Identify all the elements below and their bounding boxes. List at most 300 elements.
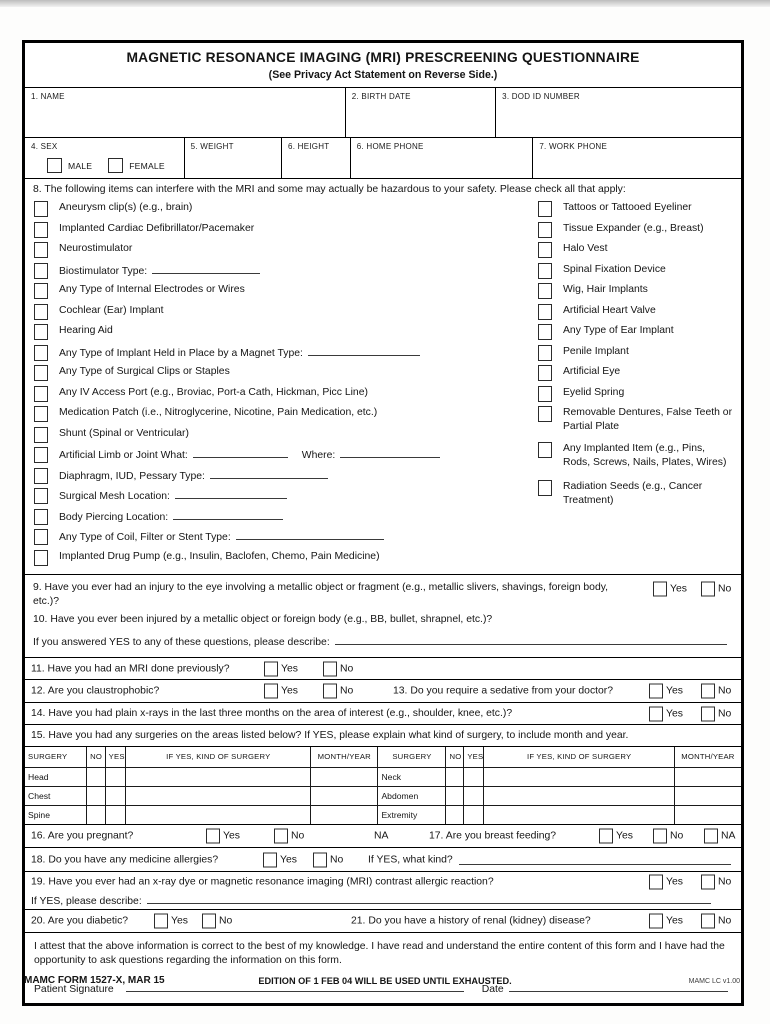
checklist-item-body — [59, 529, 535, 545]
checklist-item-label: Body Piercing Location: — [59, 511, 169, 523]
checklist-item — [34, 509, 535, 525]
checklist-item-sublabel: Where: — [301, 450, 336, 461]
q18-kind-label: If YES, what kind? — [368, 854, 453, 865]
q21-yes-label: Yes — [666, 915, 683, 927]
checklist-item-label: Artificial Limb or Joint What: — [59, 450, 188, 461]
scan-artifact — [0, 0, 770, 7]
checklist-item-label: Any Type of Implant Held in Place by a Magnet Type: — [59, 347, 303, 359]
q13-no-checkbox[interactable] — [701, 684, 715, 699]
female-label: FEMALE — [129, 160, 165, 171]
q19-no-checkbox[interactable] — [701, 874, 715, 889]
question-20-21-row — [25, 910, 741, 933]
surgery-table-header: YES — [105, 747, 126, 767]
surgery-area-label: Neck — [378, 767, 446, 786]
checklist-item — [538, 480, 735, 508]
surgery-table-header: YES — [464, 747, 484, 767]
checklist-item-label: Radiation Seeds (e.g., Cancer Treatment) — [563, 481, 703, 506]
q12-no-checkbox[interactable] — [323, 684, 337, 699]
fill-in-line[interactable] — [152, 263, 260, 274]
q19-yes-checkbox[interactable] — [649, 874, 663, 889]
q12-yes-label: Yes — [281, 685, 298, 697]
question-19: 19. Have you ever had an x-ray dye or magnetic resonance imaging (MRI) contrast allergic reaction? — [31, 876, 494, 887]
home-phone-label: 6. HOME PHONE — [356, 142, 424, 151]
height-field[interactable] — [282, 138, 351, 178]
fill-in-line[interactable] — [175, 488, 287, 499]
q16-yes-option — [206, 829, 240, 844]
checkbox[interactable] — [538, 345, 552, 361]
q21-no-option — [701, 914, 731, 929]
checkbox[interactable] — [34, 222, 48, 238]
checklist-item — [34, 406, 535, 422]
checklist-item-body — [59, 488, 535, 504]
form-title: MAGNETIC RESONANCE IMAGING (MRI) PRESCREENING QUESTIONNAIRE — [126, 50, 640, 65]
question-19-row — [25, 872, 741, 910]
checklist-item-body — [563, 386, 735, 400]
surgery-table — [25, 747, 741, 824]
male-label: MALE — [68, 160, 93, 171]
checkbox[interactable] — [538, 386, 552, 402]
birth-date-label: 2. BIRTH DATE — [351, 92, 411, 101]
sex-options — [47, 158, 178, 173]
question-15: 15. Have you had any surgeries on the areas listed below? If YES, please explain what kind of surgery, to include month and year. — [31, 730, 629, 741]
question-16: 16. Are you pregnant? — [31, 830, 134, 842]
form-subtitle: (See Privacy Act Statement on Reverse Side.) — [268, 69, 498, 81]
surgery-table-row — [25, 805, 741, 824]
q14-no-option — [701, 706, 731, 721]
checklist-item-label: Hearing Aid — [59, 325, 113, 336]
checklist-item-body — [59, 263, 535, 279]
question-14-row — [25, 703, 741, 725]
surgery-table-header: NO — [446, 747, 464, 767]
question-13: 13. Do you require a sedative from your doctor? — [393, 685, 614, 697]
form-header — [25, 43, 741, 88]
checkbox[interactable] — [34, 509, 48, 525]
surgery-month-cell[interactable] — [674, 767, 741, 786]
question-9-10-block — [25, 575, 741, 658]
attestation-text: I attest that the above information is correct to the best of my knowledge. I have read and understand the entire content of this form and I have had the opportunity to ask questions regarding the information on this form. — [34, 941, 725, 966]
surgery-kind-cell[interactable] — [126, 786, 311, 805]
male-option — [47, 158, 92, 173]
checklist-item-label: Implanted Drug Pump (e.g., Insulin, Baclofen, Chemo, Pain Medicine) — [59, 550, 380, 562]
q18-yes-checkbox[interactable] — [263, 852, 277, 867]
surgery-yes-cell[interactable] — [464, 786, 484, 805]
q9-yes-checkbox[interactable] — [653, 582, 667, 597]
checkbox[interactable] — [34, 304, 48, 320]
q13-yes-option — [649, 684, 683, 699]
q16-yes-label: Yes — [223, 830, 240, 842]
checklist-item-body — [563, 242, 735, 256]
question-18-row — [25, 848, 741, 872]
question-15-row — [25, 725, 741, 747]
surgery-month-cell[interactable] — [311, 767, 378, 786]
checklist-item-body — [563, 365, 735, 379]
q18-no-checkbox[interactable] — [313, 852, 327, 867]
checkbox[interactable] — [34, 242, 48, 258]
checklist-item-label: Any Type of Internal Electrodes or Wires — [59, 284, 245, 295]
checklist-item — [34, 386, 535, 402]
q14-yes-checkbox[interactable] — [649, 706, 663, 721]
checkbox[interactable] — [34, 324, 48, 340]
checklist-item-body — [59, 550, 535, 564]
q9-no-checkbox[interactable] — [701, 582, 715, 597]
checklist-item-label: Any Type of Coil, Filter or Stent Type: — [59, 532, 231, 543]
checkbox[interactable] — [538, 201, 552, 217]
checklist-item-body — [563, 324, 735, 338]
surgery-area-label: Abdomen — [378, 786, 446, 805]
sex-field — [25, 138, 185, 178]
surgery-table-header: MONTH/YEAR — [311, 747, 378, 767]
q17-yes-option — [599, 829, 633, 844]
surgery-table-header: SURGERY — [378, 747, 446, 767]
q16-no-option — [274, 829, 304, 844]
checkbox[interactable] — [34, 406, 48, 422]
fill-in-line[interactable] — [193, 447, 288, 458]
question-10: 10. Have you ever been injured by a metallic object or foreign body (e.g., BB, bullet, shrapnel, etc.)? — [33, 614, 493, 625]
surgery-yes-cell[interactable] — [464, 805, 484, 824]
q14-no-checkbox[interactable] — [701, 706, 715, 721]
q17-na-label: NA — [721, 830, 736, 842]
checkbox[interactable] — [538, 365, 552, 381]
checklist-item-body — [59, 406, 535, 420]
checklist-item-body — [59, 345, 535, 361]
checklist-item — [538, 324, 735, 340]
checkbox[interactable] — [538, 406, 552, 422]
checklist-item-label: Removable Dentures, False Teeth or Partial Plate — [563, 407, 733, 432]
checkbox[interactable] — [538, 324, 552, 340]
weight-label: 5. WEIGHT — [190, 142, 234, 151]
q13-yes-checkbox[interactable] — [649, 684, 663, 699]
surgery-table-row — [25, 767, 741, 786]
checkbox[interactable] — [34, 283, 48, 299]
surgery-area-label: Spine — [25, 805, 87, 824]
surgery-table-header: IF YES, KIND OF SURGERY — [126, 747, 311, 767]
q20-yes-checkbox[interactable] — [154, 914, 168, 929]
q17-na-option — [704, 829, 735, 844]
q17-no-checkbox[interactable] — [653, 829, 667, 844]
q17-no-label: No — [670, 830, 684, 842]
question-17: 17. Are you breast feeding? — [429, 830, 557, 842]
checklist-item-body — [563, 480, 735, 508]
checklist-item-body — [59, 324, 535, 338]
checklist-item — [538, 442, 735, 470]
q19-yes-option — [649, 874, 683, 889]
checkbox[interactable] — [538, 304, 552, 320]
checklist-item — [34, 550, 535, 566]
q17-yes-label: Yes — [616, 830, 633, 842]
checklist-item-label: Artificial Eye — [563, 366, 621, 377]
checklist-item — [34, 304, 535, 320]
fill-in-line[interactable] — [308, 345, 420, 356]
dod-id-label: 3. DOD ID NUMBER — [502, 92, 580, 101]
q11-yes-option — [264, 661, 298, 676]
checklist-left-column — [31, 201, 535, 570]
surgery-kind-cell[interactable] — [484, 786, 674, 805]
checklist-item — [34, 324, 535, 340]
female-option — [108, 158, 165, 173]
checklist-item-body — [59, 365, 535, 379]
checklist-item-label: Shunt (Spinal or Ventricular) — [59, 427, 189, 439]
q18-kind-line[interactable] — [459, 863, 731, 865]
q16-na-label: NA — [374, 830, 389, 842]
fill-in-line[interactable] — [210, 468, 328, 479]
surgery-no-cell[interactable] — [446, 805, 464, 824]
checklist-item — [34, 283, 535, 299]
q9-yes-label: Yes — [670, 583, 687, 595]
q11-yes-checkbox[interactable] — [264, 661, 278, 676]
checklist-item — [538, 365, 735, 381]
edition-note: EDITION OF 1 FEB 04 WILL BE USED UNTIL EXHAUSTED. — [258, 976, 512, 986]
surgery-kind-cell[interactable] — [484, 805, 674, 824]
checkbox[interactable] — [34, 263, 48, 279]
checkbox[interactable] — [34, 488, 48, 504]
checklist-item-label: Implanted Cardiac Defibrillator/Pacemaker — [59, 222, 255, 234]
checklist-item-label: Tattoos or Tattooed Eyeliner — [563, 202, 692, 213]
question-11-row — [25, 658, 741, 680]
surgery-no-cell[interactable] — [87, 805, 106, 824]
checkbox[interactable] — [34, 201, 48, 217]
surgery-month-cell[interactable] — [311, 786, 378, 805]
checklist-item-label: Spinal Fixation Device — [563, 263, 666, 275]
checklist-item-label: Artificial Heart Valve — [563, 304, 656, 316]
q9-10-describe-line[interactable] — [335, 634, 727, 645]
height-label: 6. HEIGHT — [288, 142, 330, 151]
checklist-item-label: Penile Implant — [563, 345, 629, 357]
surgery-yes-cell[interactable] — [105, 767, 126, 786]
checkbox[interactable] — [34, 550, 48, 566]
checklist-item — [538, 304, 735, 320]
q18-yes-label: Yes — [280, 854, 297, 865]
checkbox[interactable] — [34, 447, 48, 463]
mri-prescreening-form — [22, 40, 744, 1006]
question-14: 14. Have you had plain x-rays in the last three months on the area of interest (e.g., shoulder, knee, etc.)? — [31, 707, 513, 719]
name-field[interactable] — [25, 88, 346, 137]
q18-yes-option — [263, 852, 297, 867]
checklist-item-label: Neurostimulator — [59, 243, 133, 254]
checklist-item-label: Any Type of Ear Implant — [563, 325, 674, 336]
identity-row-2 — [25, 138, 741, 179]
checklist-item — [538, 345, 735, 361]
checklist-item — [538, 222, 735, 238]
surgery-table-row — [25, 786, 741, 805]
home-phone-field[interactable] — [351, 138, 534, 178]
surgery-yes-cell[interactable] — [464, 767, 484, 786]
checklist-item — [34, 447, 535, 463]
surgery-area-label: Extremity — [378, 805, 446, 824]
q20-yes-option — [154, 914, 188, 929]
checklist-item-body — [563, 201, 735, 215]
checkbox[interactable] — [34, 345, 48, 361]
q11-yes-label: Yes — [281, 663, 298, 674]
checklist-item-body — [59, 386, 535, 400]
question-12: 12. Are you claustrophobic? — [31, 685, 160, 697]
checklist-item-label: Any Type of Surgical Clips or Staples — [59, 366, 230, 377]
fill-in-line[interactable] — [173, 509, 283, 520]
checklist-item-body — [59, 242, 535, 256]
checklist-item-body — [59, 509, 535, 525]
checklist-item-body — [563, 442, 735, 470]
surgery-area-label: Head — [25, 767, 87, 786]
q16-no-checkbox[interactable] — [274, 829, 288, 844]
q12-no-option — [323, 684, 353, 699]
checklist-item — [34, 529, 535, 545]
checklist-item-body — [563, 304, 735, 318]
q12-yes-checkbox[interactable] — [264, 684, 278, 699]
checklist-item — [34, 468, 535, 484]
checklist-item-label: Diaphragm, IUD, Pessary Type: — [59, 470, 205, 482]
q11-no-option — [323, 661, 353, 676]
surgery-table-wrap — [25, 747, 741, 825]
checklist-item-body — [563, 283, 735, 297]
question-11: 11. Have you had an MRI done previously? — [31, 663, 230, 674]
birth-date-field[interactable] — [346, 88, 496, 137]
checklist-item — [538, 406, 735, 434]
checklist-item-body — [563, 222, 735, 236]
checklist-item — [34, 365, 535, 381]
q9-yes-option — [653, 582, 687, 597]
name-label: 1. NAME — [31, 92, 65, 101]
checklist-item — [34, 427, 535, 443]
q20-yes-label: Yes — [171, 915, 188, 927]
q21-yes-option — [649, 914, 683, 929]
q20-no-label: No — [219, 915, 233, 927]
q21-yes-checkbox[interactable] — [649, 914, 663, 929]
checklist-item-label: Surgical Mesh Location: — [59, 491, 170, 502]
form-footer — [0, 975, 770, 995]
checklist-item-label: Eyelid Spring — [563, 386, 625, 398]
checkbox[interactable] — [538, 242, 552, 258]
checklist-item-label: Cochlear (Ear) Implant — [59, 304, 164, 316]
checklist-item — [538, 283, 735, 299]
checklist-item-label: Any Implanted Item (e.g., Pins, Rods, Screws, Nails, Plates, Wires) — [563, 443, 727, 468]
checkbox[interactable] — [34, 529, 48, 545]
checklist-item — [538, 201, 735, 217]
question-12-13-row — [25, 680, 741, 703]
checklist-item-label: Aneurysm clip(s) (e.g., brain) — [59, 202, 193, 213]
surgery-no-cell[interactable] — [446, 786, 464, 805]
q9-no-option — [701, 582, 731, 597]
surgery-area-label: Chest — [25, 786, 87, 805]
surgery-kind-cell[interactable] — [126, 767, 311, 786]
q11-no-checkbox[interactable] — [323, 661, 337, 676]
surgery-month-cell[interactable] — [674, 786, 741, 805]
q12-no-label: No — [340, 685, 354, 697]
checklist-item — [34, 263, 535, 279]
q11-no-label: No — [340, 663, 354, 674]
q14-yes-label: Yes — [666, 708, 683, 719]
q9-no-label: No — [718, 583, 732, 595]
q12-yes-option — [264, 684, 298, 699]
surgery-kind-cell[interactable] — [126, 805, 311, 824]
q13-no-option — [701, 684, 731, 699]
q14-yes-option — [649, 706, 683, 721]
sex-label: 4. SEX — [31, 142, 58, 151]
q19-describe-label: If YES, please describe: — [31, 896, 142, 907]
checkbox[interactable] — [34, 468, 48, 484]
checkbox[interactable] — [538, 480, 552, 496]
female-checkbox[interactable] — [108, 158, 123, 173]
checklist-item-label: Medication Patch (i.e., Nitroglycerine, Nicotine, Pain Medication, etc.) — [59, 407, 378, 418]
q21-no-checkbox[interactable] — [701, 914, 715, 929]
question-18: 18. Do you have any medicine allergies? — [31, 854, 219, 865]
dod-id-field[interactable] — [496, 88, 741, 137]
checkbox[interactable] — [538, 222, 552, 238]
work-phone-label: 7. WORK PHONE — [539, 142, 608, 151]
checklist-right-column — [535, 201, 735, 570]
question-20: 20. Are you diabetic? — [31, 915, 129, 927]
checkbox[interactable] — [34, 427, 48, 443]
q18-no-option — [313, 852, 343, 867]
checklist-item-body — [563, 263, 735, 277]
checklist-item — [538, 386, 735, 402]
q17-na-checkbox[interactable] — [704, 829, 718, 844]
checklist-item-body — [59, 468, 535, 484]
q9-10-describe-label: If you answered YES to any of these questions, please describe: — [33, 637, 330, 648]
checklist-item-body — [59, 222, 535, 236]
q16-yes-checkbox[interactable] — [206, 829, 220, 844]
surgery-yes-cell[interactable] — [105, 805, 126, 824]
surgery-no-cell[interactable] — [87, 767, 106, 786]
fill-in-line[interactable] — [340, 447, 440, 458]
q20-no-checkbox[interactable] — [202, 914, 216, 929]
surgery-month-cell[interactable] — [674, 805, 741, 824]
checkbox[interactable] — [34, 365, 48, 381]
checklist-item-body — [59, 201, 535, 215]
patient-signature-label: Patient Signature — [34, 984, 114, 995]
checkbox[interactable] — [34, 386, 48, 402]
q19-no-option — [701, 874, 731, 889]
q17-yes-checkbox[interactable] — [599, 829, 613, 844]
checklist-item — [538, 263, 735, 279]
form-number: MAMC FORM 1527-X, MAR 15 — [24, 975, 165, 986]
q20-no-option — [202, 914, 232, 929]
checkbox[interactable] — [538, 283, 552, 299]
checklist-item-body — [563, 406, 735, 434]
surgery-table-header: IF YES, KIND OF SURGERY — [484, 747, 674, 767]
q19-yes-label: Yes — [666, 876, 683, 887]
work-phone-field[interactable] — [533, 138, 741, 178]
surgery-table-header: SURGERY — [25, 747, 87, 767]
q14-no-label: No — [718, 708, 732, 719]
surgery-kind-cell[interactable] — [484, 767, 674, 786]
checklist-item — [34, 345, 535, 361]
checklist-item-label: Halo Vest — [563, 243, 608, 254]
section-8-heading: 8. The following items can interfere with the MRI and some may actually be hazardous to your safety. Please check all that apply: — [33, 184, 626, 195]
male-checkbox[interactable] — [47, 158, 62, 173]
q13-yes-label: Yes — [666, 685, 683, 697]
surgery-month-cell[interactable] — [311, 805, 378, 824]
fill-in-line[interactable] — [236, 529, 384, 540]
q19-describe-line[interactable] — [147, 893, 711, 904]
date-label: Date — [481, 984, 504, 995]
checklist-item-body — [59, 427, 535, 441]
q16-no-label: No — [291, 830, 305, 842]
identity-row-1 — [25, 88, 741, 138]
q18-no-label: No — [330, 854, 344, 865]
surgery-table-header: NO — [87, 747, 106, 767]
q21-no-label: No — [718, 915, 732, 927]
checkbox[interactable] — [538, 442, 552, 458]
checklist-item — [538, 242, 735, 258]
q13-no-label: No — [718, 685, 732, 697]
version-note: MAMC LC v1.00 — [688, 978, 740, 985]
checkbox[interactable] — [538, 263, 552, 279]
checklist-item — [34, 201, 535, 217]
weight-field[interactable] — [185, 138, 282, 178]
checklist-item-body — [563, 345, 735, 359]
surgery-no-cell[interactable] — [87, 786, 106, 805]
surgery-yes-cell[interactable] — [105, 786, 126, 805]
surgery-no-cell[interactable] — [446, 767, 464, 786]
